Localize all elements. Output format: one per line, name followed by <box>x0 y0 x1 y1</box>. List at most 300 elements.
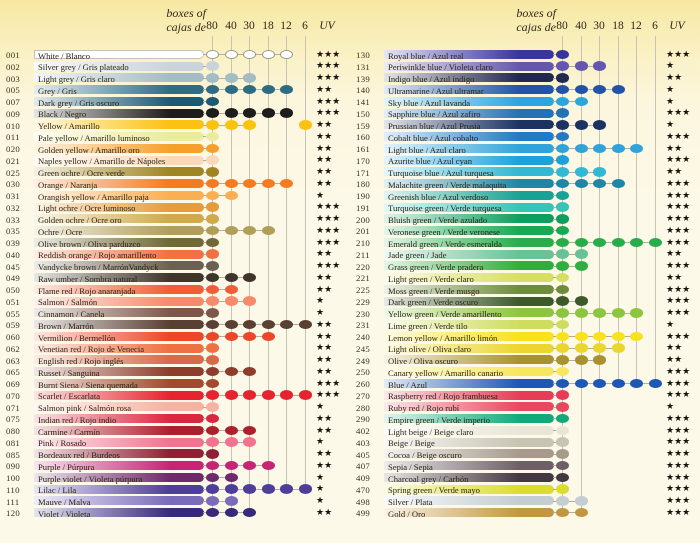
box-availability-dot <box>206 202 219 211</box>
box-availability-dot <box>556 73 569 82</box>
uv-rating-stars: ★ <box>316 437 325 448</box>
box-availability-dot <box>630 144 643 153</box>
color-name: Vandycke brown / MarrónVandyck <box>38 262 159 272</box>
color-name: Turquoise blue / Azul turquesa <box>388 168 494 178</box>
color-row <box>350 119 700 131</box>
uv-rating-stars: ★ <box>316 190 325 201</box>
color-number: 240 <box>356 332 371 343</box>
color-number: 499 <box>356 508 371 519</box>
uv-rating-stars: ★ <box>666 319 675 330</box>
box-availability-dot <box>206 132 219 141</box>
color-row <box>0 119 350 131</box>
color-row <box>350 284 700 296</box>
color-number: 120 <box>6 508 21 519</box>
color-number: 062 <box>6 343 21 354</box>
uv-rating-stars: ★★★ <box>666 331 691 342</box>
color-name: Royal blue / Azul real <box>388 50 464 61</box>
color-row <box>350 483 700 495</box>
uv-rating-stars: ★★★ <box>316 225 341 236</box>
box-availability-dot <box>262 320 275 329</box>
box-availability-dot <box>556 167 569 176</box>
box-availability-dot <box>206 320 219 329</box>
color-row <box>0 107 350 119</box>
box-availability-dot <box>243 179 256 188</box>
box-availability-dot <box>206 296 219 305</box>
box-availability-dot <box>206 379 219 388</box>
uv-column-header: UV <box>669 20 685 32</box>
uv-rating-stars: ★★★ <box>666 261 691 271</box>
color-name: Black / Negro <box>38 109 87 120</box>
box-availability-dot <box>206 273 219 282</box>
box-availability-dot <box>556 50 569 59</box>
uv-rating-stars: ★ <box>666 402 675 412</box>
uv-rating-stars: ★★ <box>666 249 683 260</box>
uv-rating-stars: ★ <box>316 496 325 506</box>
box-availability-dot <box>593 379 606 388</box>
box-availability-dot <box>243 508 256 517</box>
color-name: Olive / Oliva oscuro <box>388 356 458 366</box>
color-row <box>0 260 350 272</box>
box-availability-dot <box>280 179 293 188</box>
box-availability-dot <box>243 273 256 282</box>
color-name: Brown / Marrón <box>38 320 94 331</box>
uv-rating-stars: ★★ <box>666 143 683 154</box>
color-name: Blue / Azul <box>388 379 428 390</box>
box-availability-dot <box>575 355 588 364</box>
box-availability-dot <box>206 426 219 435</box>
uv-rating-stars: ★★★ <box>666 507 691 518</box>
box-availability-dot <box>206 332 219 341</box>
box-availability-dot <box>556 402 569 411</box>
box-availability-dot <box>280 85 293 94</box>
color-name: Salmon / Salmón <box>38 297 98 308</box>
color-row <box>350 366 700 378</box>
color-name: Naples yellow / Amarillo de Nápoles <box>38 156 166 167</box>
box-availability-dot <box>556 332 569 341</box>
uv-rating-stars: ★★★ <box>666 155 691 166</box>
box-availability-dot <box>280 108 293 117</box>
color-row <box>0 49 350 61</box>
color-number: 245 <box>356 343 371 354</box>
box-availability-dot <box>262 50 275 59</box>
box-availability-dot <box>206 179 219 188</box>
color-number: 180 <box>356 179 371 190</box>
box-size-column-header: 18 <box>262 20 274 32</box>
uv-rating-stars: ★ <box>666 84 675 95</box>
box-availability-dot <box>593 343 606 352</box>
color-number: 200 <box>356 214 371 225</box>
box-availability-dot <box>612 85 625 94</box>
color-name: Lemon yellow / Amarillo limón <box>388 332 498 343</box>
color-name: Grass green / Verde pradera <box>388 262 484 272</box>
uv-rating-stars: ★★★ <box>666 496 691 506</box>
boxes-of-header <box>60 6 206 34</box>
color-number: 260 <box>356 379 371 390</box>
box-availability-dot <box>225 496 238 505</box>
color-name: Burnt Siena / Siena quemada <box>38 379 138 390</box>
color-name: Russet / Sanguina <box>38 367 100 378</box>
box-availability-dot <box>299 390 312 399</box>
box-availability-dot <box>243 50 256 59</box>
color-row <box>0 307 350 319</box>
color-number: 111 <box>6 496 20 507</box>
color-name: Emerald green / Verde esmeralda <box>388 238 502 249</box>
color-row <box>350 84 700 96</box>
color-row <box>350 460 700 472</box>
color-row <box>350 307 700 319</box>
box-size-column-header: 30 <box>593 20 605 32</box>
box-availability-dot <box>262 85 275 94</box>
box-availability-dot <box>225 73 238 82</box>
uv-rating-stars: ★★ <box>316 272 333 283</box>
color-name: Light beige / Beige claro <box>388 426 474 437</box>
color-name: Jade green / Jade <box>388 250 447 261</box>
color-row <box>0 284 350 296</box>
box-availability-dot <box>206 484 219 493</box>
uv-rating-stars: ★★★ <box>666 437 691 448</box>
chart-right-half <box>350 0 700 543</box>
box-availability-dot <box>243 390 256 399</box>
box-availability-dot <box>206 355 219 364</box>
uv-rating-stars: ★★★ <box>316 214 341 224</box>
uv-rating-stars: ★★★ <box>666 178 691 189</box>
uv-rating-stars: ★★★ <box>666 484 691 495</box>
color-number: 009 <box>6 108 21 119</box>
color-row <box>0 60 350 72</box>
box-availability-dot <box>575 179 588 188</box>
color-row <box>350 143 700 155</box>
box-availability-dot <box>556 261 569 270</box>
uv-rating-stars: ★★ <box>316 143 333 154</box>
color-row <box>0 143 350 155</box>
color-name: Beige / Beige <box>388 438 435 449</box>
color-name: Ultramarine / Azul ultramar <box>388 85 484 96</box>
uv-rating-stars: ★★★ <box>666 413 691 424</box>
color-number: 403 <box>356 437 371 448</box>
uv-rating-stars: ★★★ <box>666 225 691 236</box>
box-availability-dot <box>612 144 625 153</box>
box-availability-dot <box>280 484 293 493</box>
color-number: 051 <box>6 296 21 307</box>
color-name: Vermilion / Bermellón <box>38 332 116 343</box>
box-availability-dot <box>206 508 219 517</box>
color-number: 225 <box>356 285 371 296</box>
box-availability-dot <box>243 426 256 435</box>
color-row <box>0 154 350 166</box>
color-name: Reddish orange / Rojo amarillento <box>38 250 157 261</box>
box-availability-dot <box>575 61 588 70</box>
box-availability-dot <box>206 249 219 258</box>
color-row <box>350 131 700 143</box>
color-row <box>350 354 700 366</box>
color-name: Veronese green / Verde veronese <box>388 226 500 237</box>
color-number: 210 <box>356 238 371 249</box>
color-name: Golden ochre / Ocre oro <box>38 215 122 225</box>
box-availability-dot <box>206 390 219 399</box>
color-name: Yellow / Amarillo <box>38 121 100 131</box>
box-availability-dot <box>225 461 238 470</box>
uv-rating-stars: ★★★ <box>316 73 341 83</box>
uv-rating-stars: ★★ <box>316 343 333 354</box>
box-availability-dot <box>243 226 256 235</box>
box-size-column-header: 80 <box>556 20 568 32</box>
color-name: Venetian red / Rojo de Venecia <box>38 344 145 355</box>
box-availability-dot <box>262 226 275 235</box>
color-row <box>350 319 700 331</box>
color-row <box>350 342 700 354</box>
box-availability-dot <box>243 484 256 493</box>
box-availability-dot <box>575 97 588 106</box>
box-availability-dot <box>593 355 606 364</box>
box-availability-dot <box>575 261 588 270</box>
uv-rating-stars: ★★ <box>316 331 333 342</box>
uv-rating-stars: ★★★ <box>666 378 691 389</box>
uv-rating-stars: ★★★ <box>666 472 691 483</box>
box-availability-dot <box>206 461 219 470</box>
color-name: Silver / Plata <box>388 497 433 507</box>
uv-rating-stars: ★★★ <box>666 390 691 401</box>
box-availability-dot <box>556 379 569 388</box>
color-number: 470 <box>356 484 371 495</box>
box-availability-dot <box>225 484 238 493</box>
box-availability-dot <box>243 437 256 446</box>
header-line-spanish: cajas de <box>516 20 556 34</box>
color-row <box>350 72 700 84</box>
box-availability-dot <box>206 214 219 223</box>
color-number: 405 <box>356 449 371 460</box>
color-number: 007 <box>6 97 21 108</box>
color-row <box>0 401 350 413</box>
color-name: Yellow green / Verde amarillento <box>388 309 502 319</box>
color-number: 220 <box>356 261 371 272</box>
box-availability-dot <box>612 343 625 352</box>
color-number: 229 <box>356 296 371 307</box>
box-availability-dot <box>556 226 569 235</box>
color-row <box>0 483 350 495</box>
color-row <box>0 201 350 213</box>
box-availability-dot <box>206 191 219 200</box>
color-number: 070 <box>6 390 21 401</box>
color-name: Cinnamon / Canela <box>38 309 105 319</box>
color-number: 290 <box>356 414 371 425</box>
box-availability-dot <box>575 85 588 94</box>
color-name: Lilac / Lila <box>38 485 77 496</box>
color-row <box>350 495 700 507</box>
box-availability-dot <box>243 296 256 305</box>
color-number: 139 <box>356 73 371 84</box>
color-row <box>0 237 350 249</box>
boxes-of-header <box>410 6 556 34</box>
box-availability-dot <box>243 108 256 117</box>
uv-rating-stars: ★★ <box>316 167 333 177</box>
color-name: Gold / Oro <box>388 508 426 519</box>
box-availability-dot <box>225 285 238 294</box>
box-availability-dot <box>206 50 219 59</box>
color-row <box>0 425 350 437</box>
color-number: 003 <box>6 73 21 84</box>
color-number: 131 <box>356 61 371 72</box>
uv-rating-stars: ★★★ <box>666 49 691 60</box>
color-row <box>0 319 350 331</box>
box-availability-dot <box>575 379 588 388</box>
box-availability-dot <box>556 144 569 153</box>
color-row <box>350 201 700 213</box>
box-availability-dot <box>280 390 293 399</box>
box-availability-dot <box>556 320 569 329</box>
uv-rating-stars: ★★ <box>316 84 333 95</box>
color-row <box>350 60 700 72</box>
color-number: 221 <box>356 273 371 284</box>
box-size-column-header: 6 <box>652 20 658 32</box>
color-number: 130 <box>356 50 371 61</box>
box-availability-dot <box>575 120 588 129</box>
box-availability-dot <box>280 320 293 329</box>
color-row <box>350 213 700 225</box>
uv-rating-stars: ★★★ <box>316 390 341 401</box>
color-name: Periwinkle blue / Violeta claro <box>388 62 493 73</box>
color-number: 170 <box>356 155 371 166</box>
box-availability-dot <box>556 285 569 294</box>
box-availability-dot <box>556 437 569 446</box>
box-availability-dot <box>225 120 238 129</box>
color-number: 085 <box>6 449 21 460</box>
color-number: 110 <box>6 484 20 495</box>
box-availability-dot <box>206 402 219 411</box>
color-row <box>350 331 700 343</box>
box-availability-dot <box>225 50 238 59</box>
box-availability-dot <box>630 238 643 247</box>
color-number: 409 <box>356 473 371 484</box>
uv-rating-stars: ★★★ <box>666 131 691 142</box>
box-availability-dot <box>649 379 662 388</box>
box-availability-dot <box>243 367 256 376</box>
uv-rating-stars: ★★ <box>666 272 683 283</box>
color-number: 171 <box>356 167 371 178</box>
color-row <box>0 389 350 401</box>
color-number: 230 <box>356 308 371 319</box>
uv-rating-stars: ★ <box>316 484 325 495</box>
color-name: Raw umber / Sombra natural <box>38 273 138 284</box>
box-size-column-header: 6 <box>302 20 308 32</box>
color-number: 065 <box>6 367 21 378</box>
uv-rating-stars: ★★ <box>666 343 683 354</box>
color-number: 032 <box>6 202 21 213</box>
color-row <box>0 331 350 343</box>
uv-rating-stars: ★★★ <box>666 202 691 213</box>
color-row <box>350 472 700 484</box>
color-name: Green ochre / Ocre verde <box>38 168 125 178</box>
color-row <box>350 248 700 260</box>
box-availability-dot <box>593 144 606 153</box>
color-name: Prussian blue / Azul Prusia <box>388 121 481 131</box>
box-availability-dot <box>612 308 625 317</box>
box-availability-dot <box>556 61 569 70</box>
color-row <box>0 495 350 507</box>
color-number: 498 <box>356 496 371 507</box>
uv-rating-stars: ★★ <box>316 319 333 330</box>
color-number: 190 <box>356 191 371 202</box>
box-availability-dot <box>593 61 606 70</box>
color-name: Light blue / Azul claro <box>388 144 466 155</box>
box-availability-dot <box>243 73 256 82</box>
uv-rating-stars: ★★ <box>316 120 333 130</box>
color-number: 081 <box>6 437 21 448</box>
box-availability-dot <box>556 414 569 423</box>
color-number: 001 <box>6 50 21 61</box>
box-availability-dot <box>556 484 569 493</box>
color-number: 231 <box>356 320 371 331</box>
color-row <box>0 472 350 484</box>
box-availability-dot <box>556 249 569 258</box>
color-number: 060 <box>6 332 21 343</box>
box-availability-dot <box>225 367 238 376</box>
box-availability-dot <box>556 120 569 129</box>
color-row <box>350 272 700 284</box>
uv-rating-stars: ★ <box>316 296 325 307</box>
uv-rating-stars: ★★ <box>316 366 333 377</box>
color-number: 071 <box>6 402 21 413</box>
color-name: Purple violet / Violeta púrpura <box>38 473 143 484</box>
box-availability-dot <box>225 426 238 435</box>
color-row <box>350 448 700 460</box>
color-number: 005 <box>6 85 21 96</box>
color-row <box>0 84 350 96</box>
uv-rating-stars: ★★★ <box>666 366 691 377</box>
box-availability-dot <box>575 308 588 317</box>
box-availability-dot <box>206 155 219 164</box>
uv-rating-stars: ★★ <box>316 131 333 142</box>
color-row <box>0 378 350 390</box>
box-availability-dot <box>612 179 625 188</box>
color-number: 140 <box>356 85 371 96</box>
color-number: 050 <box>6 285 21 296</box>
header-line-spanish: cajas de <box>166 20 206 34</box>
color-row <box>0 190 350 202</box>
box-availability-dot <box>206 414 219 423</box>
color-name: Raspberry red / Rojo frambuesa <box>388 391 498 402</box>
box-availability-dot <box>262 461 275 470</box>
box-availability-dot <box>206 437 219 446</box>
box-availability-dot <box>206 226 219 235</box>
color-number: 039 <box>6 238 21 249</box>
color-number: 055 <box>6 308 21 319</box>
box-availability-dot <box>575 496 588 505</box>
box-availability-dot <box>556 108 569 117</box>
color-name: Grey / Gris <box>38 85 77 96</box>
color-number: 002 <box>6 61 21 72</box>
color-name: Light ochre / Ocre luminoso <box>38 203 136 214</box>
box-availability-dot <box>556 496 569 505</box>
box-availability-dot <box>206 85 219 94</box>
box-availability-dot <box>225 508 238 517</box>
uv-rating-stars: ★★★ <box>316 49 341 60</box>
color-row <box>0 96 350 108</box>
box-availability-dot <box>243 332 256 341</box>
uv-rating-stars: ★★★ <box>316 96 341 107</box>
color-number: 033 <box>6 214 21 225</box>
box-availability-dot <box>206 343 219 352</box>
color-row <box>350 507 700 519</box>
box-availability-dot <box>225 332 238 341</box>
box-availability-dot <box>225 296 238 305</box>
uv-rating-stars: ★★★ <box>666 449 691 459</box>
box-availability-dot <box>280 50 293 59</box>
box-availability-dot <box>206 449 219 458</box>
color-name: Salmon pink / Salmón rosa <box>38 403 132 413</box>
uv-rating-stars: ★ <box>316 472 325 483</box>
color-row <box>0 342 350 354</box>
color-name: Bordeaux red / Burdeos <box>38 450 120 460</box>
